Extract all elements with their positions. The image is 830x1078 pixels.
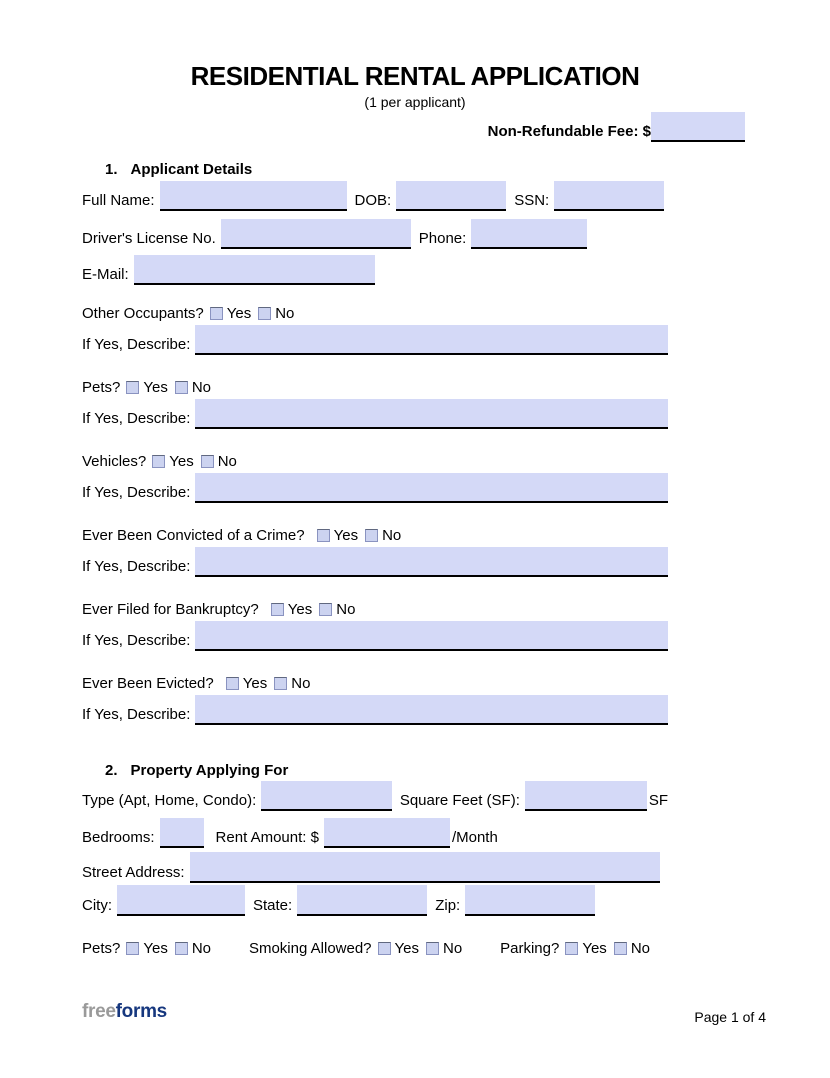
no-label: No (443, 940, 463, 957)
smoking-checkbox-group (378, 940, 463, 957)
yes-label: Yes (226, 305, 252, 322)
pets-yes-checkbox[interactable] (126, 381, 139, 394)
if-yes-describe-label: If Yes, Describe: (82, 558, 191, 575)
no-label: No (191, 379, 212, 396)
yes-label: Yes (582, 940, 607, 957)
non-refundable-fee-field[interactable] (651, 112, 745, 142)
no-label: No (191, 940, 212, 957)
evicted-label: Ever Been Evicted? (82, 675, 214, 692)
no-label: No (630, 940, 650, 957)
if-yes-describe-label: If Yes, Describe: (82, 706, 191, 723)
pets-describe-field[interactable] (195, 399, 668, 429)
vehicles-yes-checkbox[interactable] (152, 455, 165, 468)
bankruptcy-label: Ever Filed for Bankruptcy? (82, 601, 259, 618)
square-feet-label: Square Feet (SF): (399, 792, 520, 809)
vehicles-no-checkbox[interactable] (201, 455, 214, 468)
other-occupants-row (82, 304, 668, 323)
pets-row (82, 378, 668, 397)
evicted-describe-row (82, 695, 668, 725)
smoking-group (249, 940, 462, 957)
dob-field[interactable] (396, 181, 506, 211)
property-type-field[interactable] (261, 781, 392, 811)
email-field[interactable] (134, 255, 375, 285)
logo-forms-text: forms (115, 1001, 167, 1022)
property-pets-group (82, 940, 211, 957)
evicted-describe-field[interactable] (195, 695, 668, 725)
no-label: No (382, 527, 402, 544)
yes-label: Yes (143, 379, 168, 396)
email-label: E-Mail: (82, 266, 129, 283)
full-name-field[interactable] (160, 181, 347, 211)
state-label: State: (253, 897, 293, 914)
rent-amount-label: Rent Amount: $ (215, 829, 319, 846)
pets-label: Pets? (82, 379, 121, 396)
rent-amount-field[interactable] (324, 818, 450, 848)
ssn-label: SSN: (514, 192, 550, 209)
per-month-label: /Month (451, 829, 498, 846)
phone-field[interactable] (471, 219, 587, 249)
section-1-title: Applicant Details (130, 161, 253, 178)
drivers-license-row (82, 219, 668, 249)
bedrooms-rent-row (82, 818, 668, 848)
bankruptcy-describe-field[interactable] (195, 621, 668, 651)
property-pets-checkbox-group (126, 940, 211, 957)
property-pets-yes-checkbox[interactable] (126, 942, 139, 955)
section-2-title: Property Applying For (130, 762, 289, 779)
drivers-license-label: Driver's License No. (82, 230, 216, 247)
sf-suffix-label: SF (648, 792, 668, 809)
evicted-no-checkbox[interactable] (274, 677, 287, 690)
property-pets-no-checkbox[interactable] (175, 942, 188, 955)
property-type-label: Type (Apt, Home, Condo): (82, 792, 257, 809)
bankruptcy-row (82, 600, 668, 619)
evicted-yes-checkbox[interactable] (226, 677, 239, 690)
yes-label: Yes (333, 527, 359, 544)
street-address-field[interactable] (190, 852, 660, 883)
if-yes-describe-label: If Yes, Describe: (82, 410, 191, 427)
yes-label: Yes (287, 601, 313, 618)
fee-label: Non-Refundable Fee: $ (487, 123, 651, 140)
non-refundable-fee-row (0, 112, 745, 142)
square-feet-field[interactable] (525, 781, 647, 811)
vehicles-describe-row (82, 473, 668, 503)
bankruptcy-yes-checkbox[interactable] (271, 603, 284, 616)
section-2-number: 2. (105, 762, 118, 779)
crime-describe-field[interactable] (195, 547, 668, 577)
ssn-field[interactable] (554, 181, 664, 211)
crime-describe-row (82, 547, 668, 577)
if-yes-describe-label: If Yes, Describe: (82, 632, 191, 649)
no-label: No (275, 305, 295, 322)
street-address-row (82, 852, 660, 883)
smoking-no-checkbox[interactable] (426, 942, 439, 955)
section-1-heading (82, 162, 668, 178)
full-name-label: Full Name: (82, 192, 155, 209)
other-occupants-describe-row (82, 325, 668, 355)
section-1-number: 1. (105, 161, 118, 178)
city-label: City: (82, 897, 112, 914)
property-options-row (82, 940, 650, 957)
vehicles-label: Vehicles? (82, 453, 147, 470)
smoking-yes-checkbox[interactable] (378, 942, 391, 955)
form-subtitle: (1 per applicant) (364, 94, 466, 110)
parking-group (500, 940, 650, 957)
crime-row (82, 526, 668, 545)
vehicles-describe-field[interactable] (195, 473, 668, 503)
pets-describe-row (82, 399, 668, 429)
other-occupants-checkbox-group (210, 304, 295, 323)
dob-label: DOB: (354, 192, 392, 209)
parking-label: Parking? (500, 940, 560, 957)
other-occupants-describe-field[interactable] (195, 325, 668, 355)
zip-label: Zip: (435, 897, 461, 914)
evicted-checkbox-group (226, 674, 311, 693)
page-indicator: Page 1 of 4 (694, 1009, 766, 1025)
if-yes-describe-label: If Yes, Describe: (82, 336, 191, 353)
full-name-row (82, 181, 668, 211)
state-field[interactable] (297, 885, 427, 916)
bedrooms-field[interactable] (160, 818, 204, 848)
parking-no-checkbox[interactable] (614, 942, 627, 955)
bankruptcy-checkbox-group (271, 600, 356, 619)
evicted-row (82, 674, 668, 693)
section-2-heading (82, 763, 668, 779)
city-state-zip-row (82, 885, 668, 916)
property-type-row (82, 781, 668, 811)
no-label: No (217, 453, 237, 470)
yes-label: Yes (169, 453, 194, 470)
vehicles-checkbox-group (152, 452, 237, 471)
crime-yes-checkbox[interactable] (317, 529, 330, 542)
drivers-license-field[interactable] (221, 219, 411, 249)
bedrooms-label: Bedrooms: (82, 829, 155, 846)
if-yes-describe-label: If Yes, Describe: (82, 484, 191, 501)
pets-no-checkbox[interactable] (175, 381, 188, 394)
other-occupants-label: Other Occupants? (82, 305, 204, 322)
street-address-label: Street Address: (82, 864, 185, 881)
zip-field[interactable] (465, 885, 595, 916)
yes-label: Yes (242, 675, 268, 692)
phone-label: Phone: (418, 230, 467, 247)
crime-checkbox-group (317, 526, 402, 545)
yes-label: Yes (394, 940, 420, 957)
other-occupants-no-checkbox[interactable] (258, 307, 271, 320)
form-title: RESIDENTIAL RENTAL APPLICATION (190, 61, 640, 91)
parking-yes-checkbox[interactable] (565, 942, 578, 955)
email-row (82, 255, 668, 285)
freeforms-logo (82, 1001, 167, 1023)
logo-free-text: free (82, 1001, 116, 1022)
bankruptcy-no-checkbox[interactable] (319, 603, 332, 616)
pets-checkbox-group (126, 378, 211, 397)
other-occupants-yes-checkbox[interactable] (210, 307, 223, 320)
page-footer (82, 1001, 766, 1025)
no-label: No (336, 601, 356, 618)
yes-label: Yes (143, 940, 168, 957)
crime-no-checkbox[interactable] (365, 529, 378, 542)
crime-label: Ever Been Convicted of a Crime? (82, 527, 305, 544)
parking-checkbox-group (565, 940, 650, 957)
property-pets-label: Pets? (82, 940, 121, 957)
smoking-label: Smoking Allowed? (248, 940, 372, 957)
city-field[interactable] (117, 885, 245, 916)
form-content (82, 162, 668, 957)
bankruptcy-describe-row (82, 621, 668, 651)
no-label: No (291, 675, 311, 692)
vehicles-row (82, 452, 668, 471)
